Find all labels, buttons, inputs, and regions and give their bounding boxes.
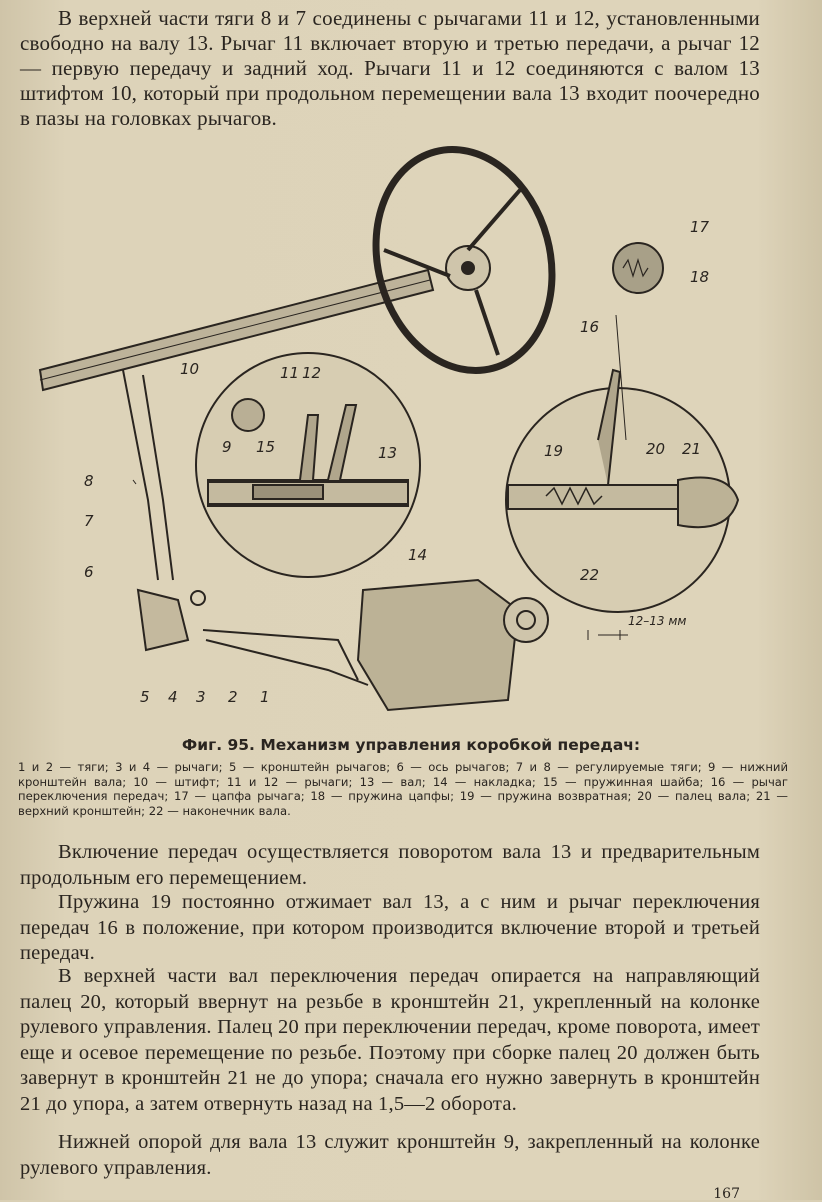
gearbox-control-figure	[28, 140, 788, 730]
top-paragraph: В верхней части тяги 8 и 7 соединены с рычагами 11 и 12, установленными свободно на валу 13. Рычаг 11 включает вторую и третью передачи, а рычаг 12 — первую передачу и задний ход. Рычаги 11 и 12 соединяются с валом 13 штифтом 10, который при продольном перемещении вала 13 входит поочередно в пазы на головках рычагов.	[20, 6, 760, 130]
body-paragraph-4: Нижней опорой для вала 13 служит кронштейн 9, закрепленный на колонке рулевого управления.	[20, 1131, 760, 1179]
figure-legend	[18, 760, 788, 818]
callout-4: 4	[168, 688, 178, 706]
rod-7	[143, 375, 173, 580]
callout-8: 8	[84, 472, 94, 490]
rod-8	[123, 370, 158, 580]
callout-3: 3	[196, 688, 206, 706]
page-number: 167	[713, 1186, 740, 1202]
callout-11: 11	[280, 364, 300, 382]
gearbox	[358, 580, 518, 710]
body-paragraph-1: Включение передач осуществляется поворотом вала 13 и предварительным продольным его перемещением.	[20, 841, 760, 889]
callout-12: 12	[302, 364, 322, 382]
body-paragraph-3: В верхней части вал переключения передач опирается на направляющий палец 20, который ввернут на резьбе в кронштейн 21, укрепленный на колонке рулевого управления. Палец 20 при переключении передач, кроме поворота, имеет еще и осевое перемещение по резьбе. Поэтому при сборке палец 20 должен быть завернут в кронштейн 21 не до упора; сначала его нужно завернуть в кронштейн 21 до упора, а затем отвернуть назад на 1,5—2 оборота.	[20, 965, 760, 1115]
lever-bracket	[138, 590, 188, 650]
callout-21: 21	[682, 440, 702, 458]
callout-20: 20	[646, 440, 666, 458]
callout-14: 14	[408, 546, 428, 564]
callout-5: 5	[140, 688, 150, 706]
callout-13: 13	[378, 444, 398, 462]
callout-18: 18	[690, 268, 710, 286]
callout-10: 10	[180, 360, 200, 378]
callout-9: 9	[222, 438, 232, 456]
trunnion-detail	[613, 243, 663, 293]
body-paragraph-2: Пружина 19 постоянно отжимает вал 13, а с ним и рычаг переключения передач 16 в положение, при котором производится включение второй и третьей передач.	[20, 891, 760, 964]
callout-6: 6	[84, 563, 94, 581]
callout-19: 19	[544, 442, 564, 460]
callout-22: 22	[580, 566, 600, 584]
rods-1-2	[203, 630, 368, 685]
callout-17: 17	[690, 218, 710, 236]
callout-16: 16	[580, 318, 600, 336]
callout-1: 1	[260, 688, 270, 706]
callout-2: 2	[228, 688, 238, 706]
figure-caption-title: Фиг. 95. Механизм управления коробкой передач:	[181, 736, 641, 754]
callout-7: 7	[84, 512, 94, 530]
legend-text: 1 и 2 — тяги; 3 и 4 — рычаги; 5 — кронштейн рычагов; 6 — ось рычагов; 7 и 8 — регулируемые тяги; 9 — нижний кронштейн вала; 10 — штифт; 11 и 12 — рычаги; 13 — вал; 14 — накладка; 15 — пружинная шайба; 16 — рычаг переключения передач; 17 — цапфа рычага; 18 — пружина цапфы; 19 — пружина возвратная; 20 — палец вала; 21 — верхний кронштейн; 22 — наконечник вала.	[18, 760, 788, 818]
dimension-label: 12–13 мм	[628, 614, 687, 628]
callout-15: 15	[256, 438, 276, 456]
